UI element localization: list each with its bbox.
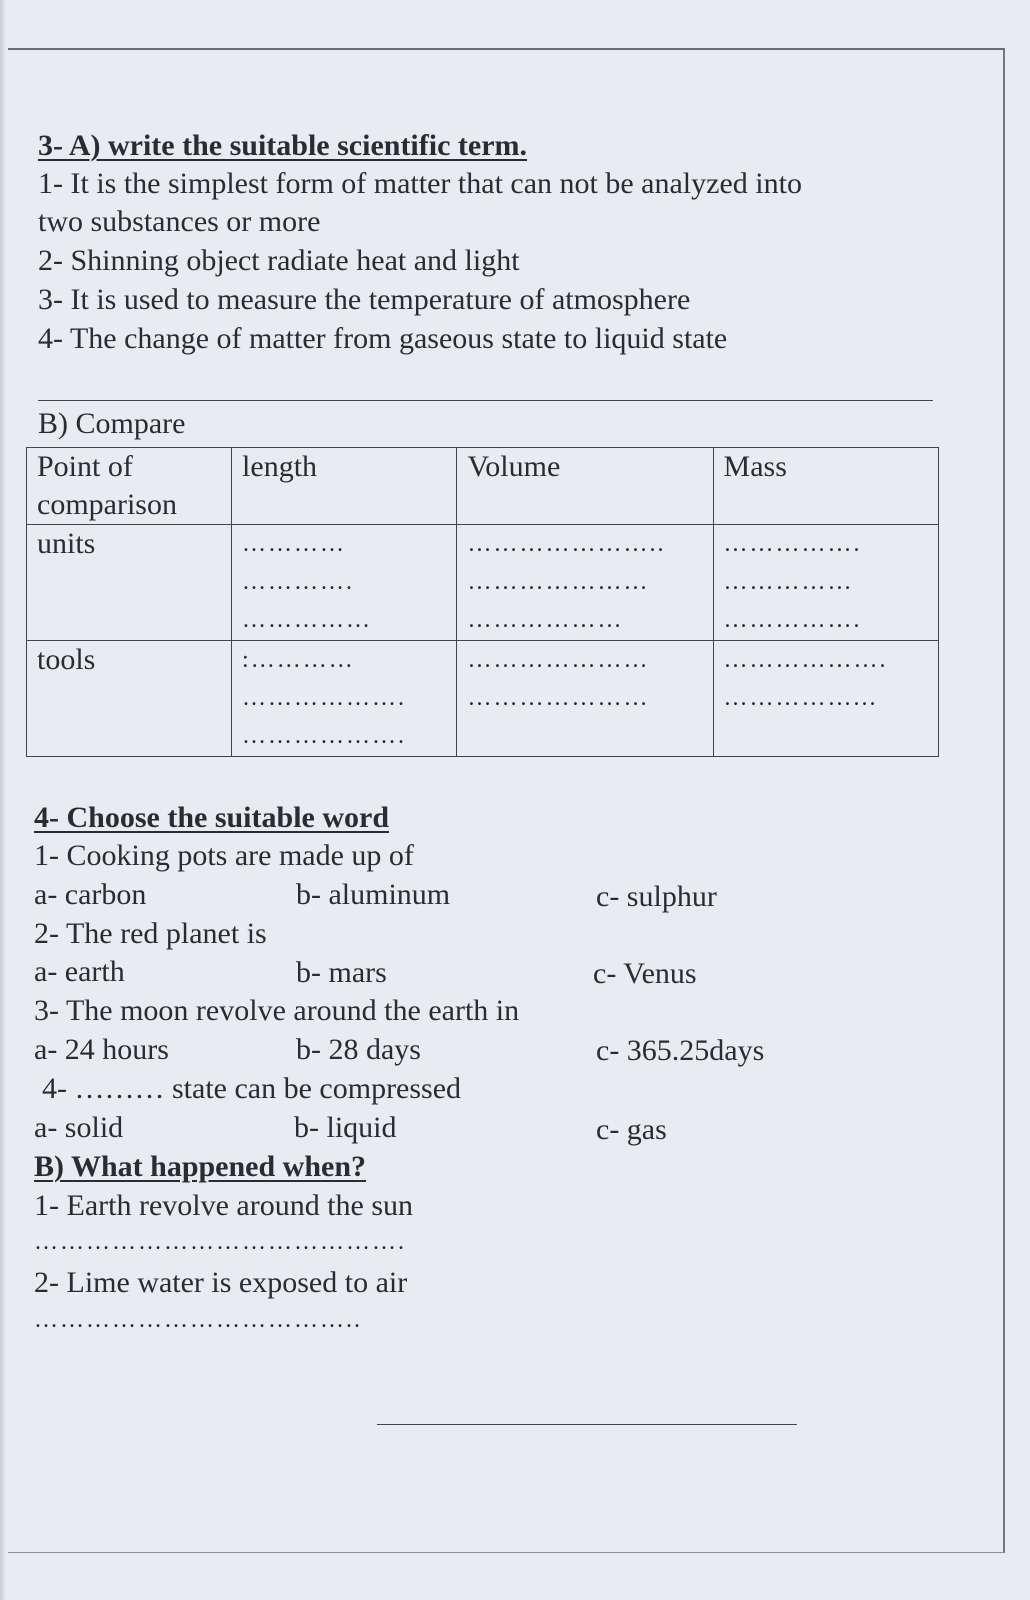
tools-mass-cell (713, 641, 938, 757)
mcq-question-1: 1- Cooking pots are made up of (34, 839, 414, 872)
blank-line[interactable]: ………………… (467, 685, 650, 711)
blank-line[interactable]: ………………… (467, 569, 650, 595)
units-length-cell (232, 525, 457, 641)
mcq-3-option-a[interactable]: a- 24 hours (34, 1033, 169, 1066)
mcq-4-option-a[interactable]: a- solid (34, 1111, 124, 1144)
header-cell-length (232, 448, 457, 525)
what-happened-question-2: 2- Lime water is exposed to air (34, 1266, 408, 1299)
blank-line[interactable]: ……………… (467, 607, 624, 633)
what-happened-question-1: 1- Earth revolve around the sun (34, 1189, 414, 1222)
section-divider (38, 400, 933, 401)
mcq-3-option-c[interactable]: c- 365.25days (596, 1034, 765, 1067)
term-question-1: 1- It is the simplest form of matter that can not be analyzed into (38, 167, 802, 200)
section3-heading: 3- A) write the suitable scientific term. (38, 129, 528, 162)
mcq-2-option-c[interactable]: c- Venus (593, 957, 697, 990)
header-point-text: Point of comparison (37, 450, 177, 521)
blank-line[interactable]: ………………. (723, 647, 888, 673)
term-question-3: 3- It is used to measure the temperature of atmosphere (38, 283, 691, 316)
answer-blank-2[interactable]: ……………………………….. (34, 1307, 362, 1333)
mcq-1-option-b[interactable]: b- aluminum (296, 878, 451, 911)
mcq-1-option-a[interactable]: a- carbon (34, 878, 147, 911)
row-label-tools: tools (37, 643, 96, 676)
header-cell-mass (713, 448, 938, 525)
mcq-2-option-a[interactable]: a- earth (34, 955, 125, 988)
blank-line[interactable]: ……………... (723, 685, 878, 711)
term-question-2: 2- Shinning object radiate heat and light (38, 244, 520, 277)
mcq-2-option-b[interactable]: b- mars (296, 956, 387, 989)
blank-line[interactable]: ………………. (242, 723, 407, 749)
units-mass-cell (713, 525, 938, 641)
header-cell-point (27, 448, 232, 525)
mcq-question-2: 2- The red planet is (34, 917, 267, 950)
tools-length-cell (232, 641, 457, 757)
table-row (27, 641, 939, 757)
mcq-3-option-b[interactable]: b- 28 days (296, 1033, 421, 1066)
mcq-1-option-c[interactable]: c- sulphur (596, 880, 717, 913)
mcq-4-option-c[interactable]: c- gas (596, 1113, 667, 1146)
blank-line[interactable]: …………… (723, 569, 854, 595)
row-label-cell (27, 641, 232, 757)
mcq-question-3: 3- The moon revolve around the earth in (34, 994, 520, 1027)
header-volume-text: Volume (467, 450, 561, 483)
table-header-row (27, 448, 939, 525)
section4-heading: 4- Choose the suitable word (34, 801, 390, 834)
blank-line[interactable]: ……………. (723, 531, 862, 557)
blank-line[interactable]: …………… (242, 607, 373, 633)
scan-shadow (0, 0, 6, 1600)
row-label-cell (27, 525, 232, 641)
mcq-question-4: 4- ……… state can be compressed (42, 1072, 462, 1105)
blank-line[interactable]: ………………. (242, 685, 407, 711)
header-length-text: length (242, 450, 318, 483)
tools-volume-cell (457, 641, 713, 757)
header-cell-volume (457, 448, 713, 525)
blank-line[interactable]: …………. (242, 569, 355, 595)
blank-line[interactable]: ………………… (467, 647, 650, 673)
blank-line[interactable]: :………… (242, 647, 355, 673)
mcq-4-option-b[interactable]: b- liquid (294, 1111, 397, 1144)
table-row (27, 525, 939, 641)
answer-blank-1[interactable]: ……………………………………. (34, 1229, 406, 1255)
header-mass-text: Mass (723, 450, 787, 483)
footer-rule (377, 1424, 797, 1425)
row-label-units: units (37, 527, 96, 560)
compare-label: B) Compare (38, 407, 186, 440)
compare-table (26, 447, 939, 757)
term-question-1-cont: two substances or more (38, 205, 321, 238)
blank-line[interactable]: ………… (242, 531, 347, 557)
term-question-4: 4- The change of matter from gaseous state to liquid state (38, 322, 728, 355)
blank-line[interactable]: ……………. (723, 607, 862, 633)
what-happened-heading: B) What happened when? (34, 1150, 367, 1183)
blank-line[interactable]: ………………….. (467, 531, 666, 557)
units-volume-cell (457, 525, 713, 641)
